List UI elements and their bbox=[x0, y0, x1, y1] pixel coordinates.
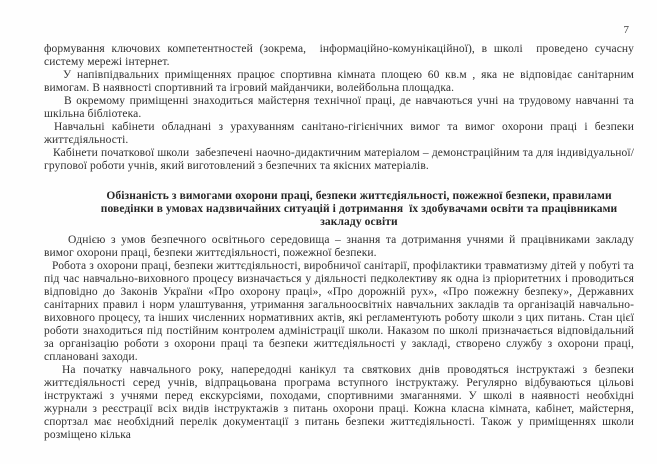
body-paragraph: Навчальні кабінети обладнані з урахуванням санітано-гігієнічних вимог та вимог охорони праці і безпеки життєдіяльності. bbox=[44, 121, 634, 146]
body-paragraph: В окремому приміщенні знаходиться майстерня технічної праці, де навчаються учні на трудовому навчанні та шкільна бібліотека. bbox=[44, 95, 634, 120]
body-paragraph: Однією з умов безпечного освітнього середовища – знання та дотримання учнями й працівниками закладу вимог охорони праці, безпеки життєдіяльності, пожежної безпеки. bbox=[44, 234, 634, 259]
body-paragraph: формування ключових компетентностей (зокрема, інформаційно-комунікаційної), в школі проведено сучасну систему мережі інтернет. bbox=[44, 43, 634, 68]
body-paragraph: На початку навчального року, напередодні канікул та святкових днів проводяться інструктажі з безпеки життєдіяльності серед учнів, відпрацьована програма вступного інструктажу. Регулярно відбуваються цільові інструктажі з учнями перед екскурсіями, походами, спортивними змаганнями. У школі в наявності необхідні журнали з реєстрації всіх видів інструктажів з питань охорони праці. Кожна класна кімната, кабінет, майстерня, спортзал має необхідний перелік документації з питань безпеки життєдіяльності. Також у приміщеннях школи розміщено кілька bbox=[44, 364, 634, 441]
body-paragraph: Кабінети початкової школи забезпечені наочно-дидактичним матеріалом – демонстраційним та для індивідуальної/групової роботи учнів, який виготовлений з безпечних та якісних матеріалів. bbox=[44, 147, 634, 172]
body-paragraph: У напівпідвальних приміщеннях працює спортивна кімната площею 60 кв.м , яка не відповідає санітарним вимогам. В наявності спортивний та ігровий майданчики, волейбольна площадка. bbox=[44, 69, 634, 94]
section-heading: Обізнаність з вимогами охорони праці, безпеки життєдіяльності, пожежної безпеки, правилами поведінки в умовах надзвичайних ситуацій і дотримання їх здобувачами освіти та працівниками закладу освіти bbox=[100, 190, 618, 228]
page-number: 7 bbox=[623, 24, 629, 36]
text-column bbox=[44, 43, 634, 442]
body-paragraph: Робота з охорони праці, безпеки життєдіяльності, виробничої санітарії, профілактики травматизму дітей у побуті та під час навчально-виховного процесу визначається у діяльності педколективу як одна із пріоритетних і проводиться відповідно до Законів України «Про охорону праці», «Про дорожній рух», «Про пожежну безпеку», Державних санітарних правил і норм улаштування, утримання загальноосвітніх навчальних закладів та організацій навчально-виховного процесу, та інших численних нормативних актів, які регламентують роботу школи з цих питань. Стан цієї роботи знаходиться під постійним контролем адміністрації школи. Наказом по школі призначається відповідальний за організацію роботи з охорони праці та безпеки життєдіяльності у закладі, створено службу з охорони праці, сплановані заходи. bbox=[44, 260, 634, 363]
